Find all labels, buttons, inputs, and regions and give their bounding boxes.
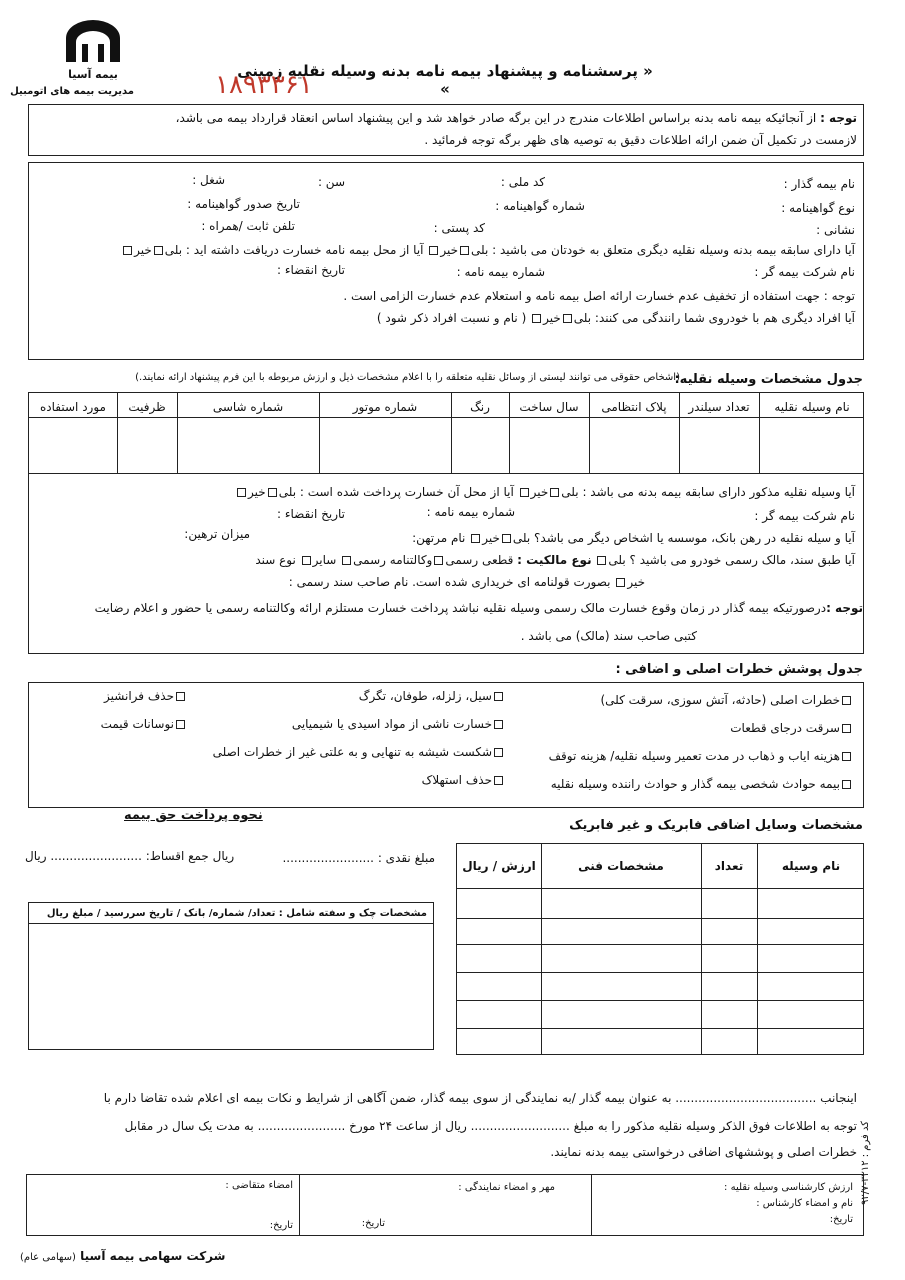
logo-text: بیمه آسیا bbox=[68, 68, 118, 81]
mortgage-amount-field[interactable]: میزان ترهین: bbox=[184, 527, 250, 541]
acc-col-count: تعداد bbox=[714, 859, 744, 873]
department-label: مدیریت بیمه های اتومبیل bbox=[10, 86, 134, 97]
coverage-checkbox[interactable] bbox=[176, 692, 185, 701]
agent-date-field[interactable]: تاریخ: bbox=[361, 1218, 385, 1229]
owner-no-checkbox[interactable] bbox=[616, 578, 625, 587]
company-logo bbox=[58, 18, 128, 82]
installments-field[interactable]: ریال جمع اقساط: ........................ ریال bbox=[25, 849, 235, 863]
veh-policy-field[interactable]: شماره بیمه نامه : bbox=[426, 505, 515, 519]
logo-emblem-icon bbox=[58, 18, 128, 64]
coverage-checkbox[interactable] bbox=[842, 724, 851, 733]
coverage-item[interactable] bbox=[213, 716, 505, 732]
veh-history-yes-checkbox[interactable] bbox=[550, 488, 559, 497]
col-chassis: شماره شاسی bbox=[212, 400, 284, 414]
coverage-item[interactable] bbox=[549, 720, 853, 736]
notice-line-1: توجه : از آنجائیکه بیمه نامه بدنه براساس اطلاعات مندرج در این برگه صادر خواهد شد و این پیشنهاد اساس انعقاد قرارداد بیمه می باشد، bbox=[175, 111, 857, 125]
veh-claim-no-checkbox[interactable] bbox=[237, 488, 246, 497]
own-other-checkbox[interactable] bbox=[302, 556, 311, 565]
insured-info-box bbox=[28, 162, 864, 360]
page-title: « پرسشنامه و پیشنهاد بیمه نامه بدنه وسیله نقلیه زمینی » bbox=[237, 62, 653, 98]
coverage-label: حذف استهلاک bbox=[421, 773, 492, 787]
informal-purchase-line: خیر بصورت قولنامه ای خریداری شده است. نام صاحب سند رسمی : bbox=[288, 575, 645, 589]
coverage-checkbox[interactable] bbox=[842, 696, 851, 705]
coverage-checkbox[interactable] bbox=[842, 752, 851, 761]
expert-date-field[interactable]: تاریخ: bbox=[829, 1214, 853, 1225]
coverage-checkbox[interactable] bbox=[842, 780, 851, 789]
coverage-label: نوسانات قیمت bbox=[100, 717, 174, 731]
notice-line-2: لازمست در تکمیل آن ضمن ارائه اطلاعات دقیق به توصیه های ظهر برگه توجه فرمائید . bbox=[424, 133, 857, 147]
age-field[interactable]: سن : bbox=[317, 175, 345, 189]
history-yes-checkbox[interactable] bbox=[460, 246, 469, 255]
coverage-item[interactable] bbox=[213, 688, 505, 704]
ownership-note-line-1: توجه :درصورتیکه بیمه گذار در زمان وقوع خسارت مالک رسمی وسیله نقلیه نباشد پرداخت خسارت مستلزم ارائه وکالتنامه رسمی یا حضور و اعلام رضایت bbox=[94, 601, 863, 615]
col-usage: مورد استفاده bbox=[40, 400, 106, 414]
coverage-title: جدول پوشش خطرات اصلی و اضافی : bbox=[615, 662, 863, 677]
vehicle-table bbox=[28, 392, 864, 474]
coverage-item[interactable] bbox=[101, 688, 187, 704]
accessories-table bbox=[456, 843, 864, 1055]
license-no-field[interactable]: شماره گواهینامه : bbox=[495, 199, 585, 213]
form-code: کد فرم : ۳۲۱۲-۹۲/۷ bbox=[860, 1121, 871, 1205]
veh-expiry-field[interactable]: تاریخ انقضاء : bbox=[277, 507, 345, 521]
own-attorney-checkbox[interactable] bbox=[342, 556, 351, 565]
declaration-line-3: خطرات اصلی و پوششهای اضافی درخواستی بیمه بدنه نمایند. bbox=[550, 1145, 857, 1159]
other-drivers-question: آیا افراد دیگری هم با خودروی شما رانندگی می کنند: بلیخیر ( نام و نسبت افراد ذکر شود ) bbox=[376, 311, 855, 325]
coverage-label: بیمه حوادث شخصی بیمه گذار و حوادث راننده وسیله نقلیه bbox=[550, 777, 840, 791]
payment-title: نحوه پرداخت حق بیمه bbox=[124, 808, 263, 823]
col-vehicle-name: نام وسیله نقلیه bbox=[774, 400, 850, 414]
coverage-checkbox[interactable] bbox=[176, 720, 185, 729]
coverage-label: سرقت درجای قطعات bbox=[730, 721, 840, 735]
col-year: سال ساخت bbox=[519, 400, 579, 414]
coverage-item[interactable] bbox=[213, 744, 505, 760]
col-engine: شماره موتور bbox=[352, 400, 418, 414]
coverage-label: خطرات اصلی (حادثه، آتش سوزی، سرقت کلی) bbox=[600, 693, 840, 707]
coverage-checkbox[interactable] bbox=[494, 776, 503, 785]
footer-company: شرکت سهامی بیمه آسیا (سهامی عام) bbox=[20, 1249, 226, 1263]
pledge-question: آیا و سیله نقلیه در رهن بانک، موسسه یا اشخاص دیگر می باشد؟ بلیخیر نام مرتهن: bbox=[412, 531, 855, 545]
coverage-item[interactable] bbox=[549, 776, 853, 792]
serial-number: ۱۸۹۳۳۶۱ bbox=[215, 70, 313, 100]
coverage-main-column bbox=[549, 692, 853, 804]
claim-no-checkbox[interactable] bbox=[123, 246, 132, 255]
acc-col-value: ارزش / ریال bbox=[462, 859, 536, 873]
address-field[interactable]: نشانی : bbox=[816, 223, 855, 237]
applicant-sign-field[interactable]: امضاء متقاضی : bbox=[225, 1180, 293, 1191]
vehicle-table-subtitle: (اشخاص حقوقی می توانند لیستی از وسائل نقلیه متعلقه را با اعلام مشخصات ذیل و ارزش مربوطه با این فرم پیشنهاد ارائه نمایند.) bbox=[135, 372, 680, 383]
national-code-field[interactable]: کد ملی : bbox=[500, 175, 545, 189]
ownership-note-line-2: کتبی صاحب سند (مالک) می باشد . bbox=[520, 629, 697, 643]
pledge-no-checkbox[interactable] bbox=[471, 534, 480, 543]
coverage-item[interactable] bbox=[213, 772, 505, 788]
coverage-extra-column bbox=[213, 688, 505, 800]
coverage-label: هزینه ایاب و ذهاب در مدت تعمیر وسیله نقلیه/ هزینه توقف bbox=[548, 749, 840, 763]
pledge-yes-checkbox[interactable] bbox=[502, 534, 511, 543]
col-cylinders: تعداد سیلندر bbox=[688, 400, 750, 414]
coverage-checkbox[interactable] bbox=[494, 720, 503, 729]
acc-col-specs: مشخصات فنی bbox=[578, 859, 664, 873]
expert-name-field[interactable]: نام و امضاء کارشناس : bbox=[756, 1198, 853, 1209]
coverage-label: خسارت ناشی از مواد اسیدی یا شیمیایی bbox=[291, 717, 492, 731]
veh-history-no-checkbox[interactable] bbox=[520, 488, 529, 497]
veh-claim-yes-checkbox[interactable] bbox=[268, 488, 277, 497]
license-type-field[interactable]: نوع گواهینامه : bbox=[781, 201, 855, 215]
coverage-label: حذف فرانشیز bbox=[104, 689, 174, 703]
col-plate: پلاک انتظامی bbox=[601, 400, 667, 414]
cheque-box bbox=[28, 902, 434, 1050]
postal-code-field[interactable]: کد پستی : bbox=[433, 221, 485, 235]
col-color: رنگ bbox=[470, 400, 490, 414]
coverage-label: سیل، زلزله، طوفان، تگرگ bbox=[358, 689, 492, 703]
policy-number-field[interactable]: شماره بیمه نامه : bbox=[456, 265, 545, 279]
own-final-checkbox[interactable] bbox=[434, 556, 443, 565]
coverage-other-column bbox=[101, 688, 187, 744]
drivers-no-checkbox[interactable] bbox=[532, 314, 541, 323]
history-no-checkbox[interactable] bbox=[429, 246, 438, 255]
license-date-field[interactable]: تاریخ صدور گواهینامه : bbox=[187, 197, 300, 211]
ownership-question: آیا طبق سند، مالک رسمی خودرو می باشید ؟ بلی نوع مالکیت : قطعی رسمیوکالتنامه رسمی سایر نوع سند bbox=[255, 553, 855, 567]
coverage-label: شکست شیشه به تنهایی و به علتی غیر از خطرات اصلی bbox=[212, 745, 492, 759]
claim-yes-checkbox[interactable] bbox=[154, 246, 163, 255]
job-field[interactable]: شغل : bbox=[192, 173, 225, 187]
coverage-item[interactable] bbox=[549, 692, 853, 708]
expert-value-field[interactable]: ارزش کارشناسی وسیله نقلیه : bbox=[724, 1182, 853, 1193]
coverage-item[interactable] bbox=[549, 748, 853, 764]
agent-seal-field[interactable]: مهر و امضاء نمایندگی : bbox=[458, 1182, 555, 1193]
drivers-yes-checkbox[interactable] bbox=[563, 314, 572, 323]
cheque-title: مشخصات چک و سفته شامل : تعداد/ شماره/ بانک / تاریخ سررسید / مبلغ ریال bbox=[46, 908, 427, 919]
declaration-line-2: توجه به اطلاعات فوق الذکر وسیله نقلیه مذکور را به مبلغ .......................... ریال از ساعت ۲۴ مورخ ....................... به مدت یک سال در مقابل bbox=[124, 1119, 857, 1133]
acc-col-name: نام وسیله bbox=[781, 859, 841, 873]
cash-amount-field[interactable]: مبلغ نقدی : ........................ bbox=[282, 851, 435, 865]
expiry-date-field[interactable]: تاریخ انقضاء : bbox=[277, 263, 345, 277]
insured-name-field[interactable]: نام بیمه گذار : bbox=[783, 177, 855, 191]
coverage-item[interactable] bbox=[101, 716, 187, 732]
vehicle-history-question: آیا وسیله نقلیه مذکور دارای سابقه بیمه بدنه می باشد : بلیخیر آیا از محل آن خسارت پرداخت شده است : بلیخیر bbox=[235, 484, 855, 500]
owner-yes-checkbox[interactable] bbox=[597, 556, 606, 565]
coverage-checkbox[interactable] bbox=[494, 692, 503, 701]
coverage-checkbox[interactable] bbox=[494, 748, 503, 757]
vehicle-table-title: جدول مشخصات وسیله نقلیه: bbox=[674, 372, 863, 387]
applicant-date-field[interactable]: تاریخ: bbox=[269, 1220, 293, 1231]
insurer-name-field[interactable]: نام شرکت بیمه گر : bbox=[754, 265, 855, 279]
no-claim-note: توجه : جهت استفاده از تخفیف عدم خسارت ارائه اصل بیمه نامه و استعلام عدم خسارت الزامی است . bbox=[343, 289, 855, 303]
declaration-line-1: اینجانب ..................................... به عنوان بیمه گذار /به نمایندگی از سوی بیمه گذار، ضمن آگاهی از شرایط و نکات بیمه ای اعلام شده تقاضا دارم با bbox=[103, 1091, 857, 1105]
insurance-history-question: آیا دارای سابقه بیمه بدنه وسیله نقلیه دیگری متعلق به خودتان می باشید : بلیخیر آیا از محل بیمه نامه خسارت دریافت داشته اید : بلیخیر bbox=[121, 242, 855, 258]
veh-insurer-field[interactable]: نام شرکت بیمه گر : bbox=[754, 509, 855, 523]
accessories-title: مشخصات وسایل اضافی فابریک و غیر فابریک bbox=[569, 818, 863, 833]
phone-field[interactable]: تلفن ثابت /همراه : bbox=[201, 219, 295, 233]
col-capacity: ظرفیت bbox=[128, 400, 166, 414]
